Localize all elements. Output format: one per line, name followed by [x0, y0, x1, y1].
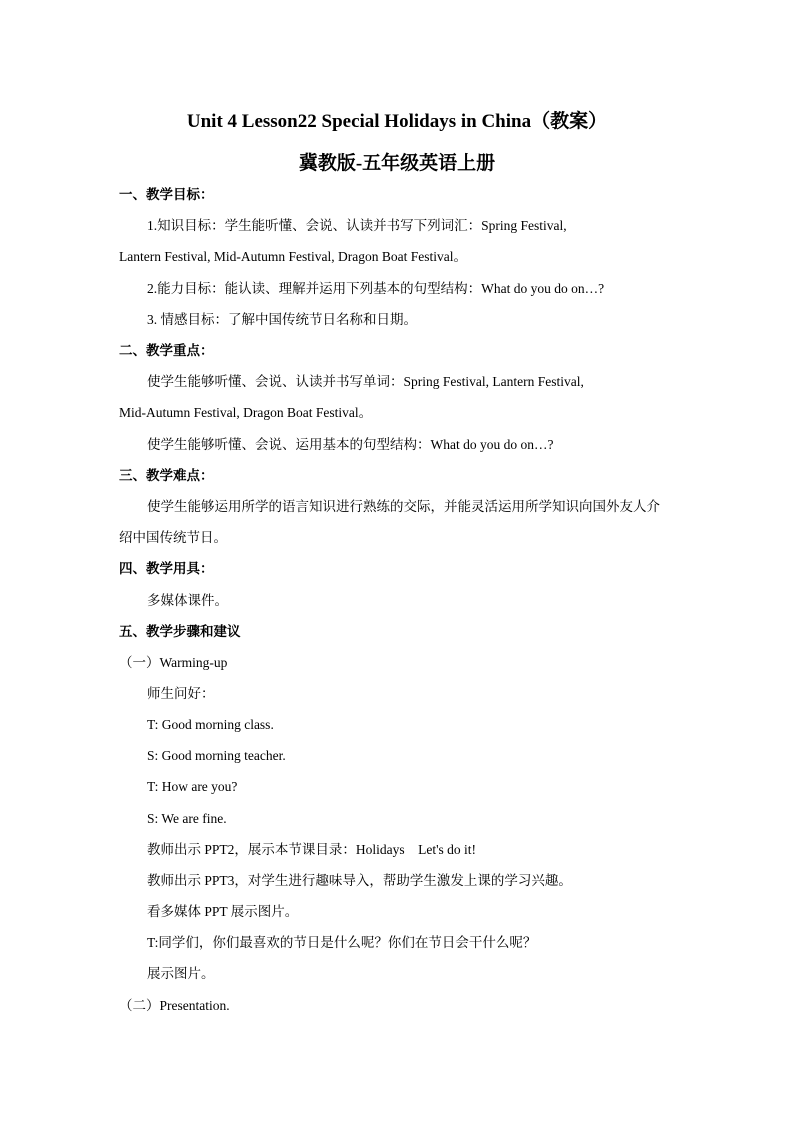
paragraph-line: 使学生能够听懂、会说、运用基本的句型结构：What do you do on…?: [147, 437, 554, 452]
paragraph-line: 3. 情感目标：了解中国传统节日名称和日期。: [147, 312, 417, 327]
paragraph-line: Mid-Autumn Festival, Dragon Boat Festival。: [119, 405, 373, 420]
paragraph-line: 绍中国传统节日。: [119, 530, 227, 545]
paragraph-line: 师生问好：: [147, 686, 215, 701]
paragraph-line: 看多媒体 PPT 展示图片。: [147, 904, 299, 919]
paragraph-line: 2.能力目标：能认读、理解并运用下列基本的句型结构：What do you do on…?: [147, 281, 605, 296]
document-title: Unit 4 Lesson22 Special Holidays in China（教案）: [186, 111, 608, 132]
dialogue-line: T: How are you?: [147, 779, 238, 794]
paragraph-line: 使学生能够运用所学的语言知识进行熟练的交际，并能灵活运用所学知识向国外友人介: [147, 499, 660, 514]
paragraph-line: 教师出示 PPT3，对学生进行趣味导入，帮助学生激发上课的学习兴趣。: [147, 873, 572, 888]
dialogue-line: S: Good morning teacher.: [147, 748, 286, 763]
dialogue-line: S: We are fine.: [147, 811, 227, 826]
paragraph-line: 展示图片。: [147, 966, 215, 981]
section-heading-key-points: 二、教学重点：: [119, 343, 214, 358]
subsection-heading-warming-up: （一）Warming-up: [119, 655, 228, 670]
section-heading-materials: 四、教学用具：: [119, 561, 214, 576]
paragraph-line: Lantern Festival, Mid-Autumn Festival, Dragon Boat Festival。: [119, 249, 467, 264]
section-heading-steps: 五、教学步骤和建议: [119, 624, 241, 639]
paragraph-line: 使学生能够听懂、会说、认读并书写单词：Spring Festival, Lantern Festival,: [147, 374, 584, 389]
paragraph-line: T:同学们，你们最喜欢的节日是什么呢？你们在节日会干什么呢？: [147, 935, 537, 950]
paragraph-line: 1.知识目标：学生能听懂、会说、认读并书写下列词汇：Spring Festival,: [147, 218, 567, 233]
document-subtitle: 冀教版-五年级英语上册: [298, 153, 496, 174]
section-heading-objectives: 一、教学目标：: [119, 187, 214, 202]
section-heading-difficulties: 三、教学难点：: [119, 468, 214, 483]
subsection-heading-presentation: （二）Presentation.: [119, 998, 230, 1013]
dialogue-line: T: Good morning class.: [147, 717, 274, 732]
paragraph-line: 教师出示 PPT2，展示本节课目录：Holidays Let's do it!: [147, 842, 477, 857]
paragraph-line: 多媒体课件。: [147, 593, 228, 608]
